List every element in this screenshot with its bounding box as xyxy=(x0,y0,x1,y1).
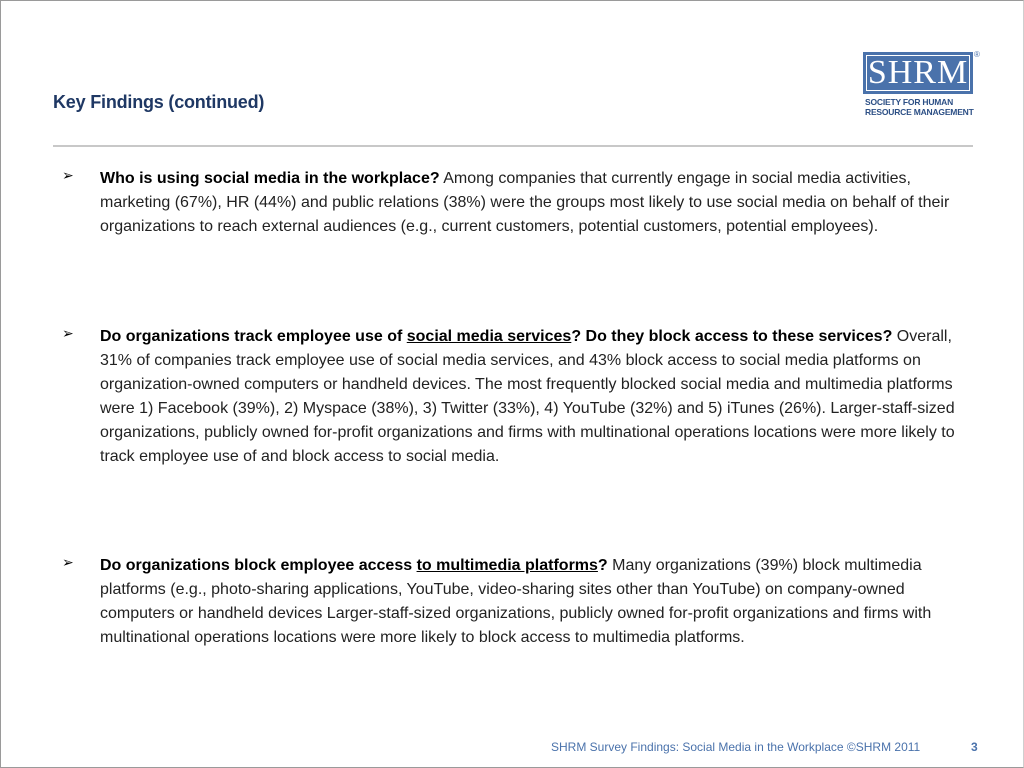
finding-text xyxy=(100,325,965,469)
logo-box xyxy=(863,52,973,94)
page-number: 3 xyxy=(971,740,978,754)
arrow-bullet-icon: ➢ xyxy=(62,168,74,184)
finding-question-suffix: ? xyxy=(597,557,608,574)
logo-subtitle-line2: RESOURCE MANAGEMENT xyxy=(865,107,974,117)
logo-wordmark: SHRM xyxy=(867,54,969,91)
finding-question-link[interactable]: to multimedia platforms xyxy=(416,557,598,574)
finding-question: Who is using social media in the workplace? xyxy=(100,170,440,187)
finding-question-suffix: ? Do they block access to these services? xyxy=(571,328,893,345)
finding-body: Overall, 31% of companies track employee use of social media services, and 43% block access to social media platforms on organization-owned computers or handheld devices. The most frequently blocked social media and multimedia platforms were 1) Facebook (39%), 2) Myspace (38%), 3) Twitter (33%), 4) YouTube (32%) and 5) iTunes (26%). Larger-staff-sized organizations, publicly owned for-profit organizations and firms with multinational operations locations were more likely to track employee use of and block access to social media. xyxy=(100,328,955,465)
slide-title: Key Findings (continued) xyxy=(53,92,265,112)
finding-question-link[interactable]: social media services xyxy=(406,328,572,345)
shrm-logo xyxy=(863,52,979,122)
arrow-bullet-icon: ➢ xyxy=(62,555,74,571)
logo-subtitle-line1: SOCIETY FOR HUMAN xyxy=(865,97,954,107)
finding-text xyxy=(100,554,965,650)
finding-body: Many organizations (39%) block multimedia platforms (e.g., photo-sharing applications, YouTube, video-sharing sites other than YouTube) on company-owned computers or handheld devices Larger-staff-sized organizations, publicly owned for-profit organizations and firms with multinational operations locations were more likely to block access to multimedia platforms. xyxy=(100,557,932,646)
title-divider xyxy=(53,145,973,147)
finding-question: Do organizations track employee use of xyxy=(100,328,407,345)
arrow-bullet-icon: ➢ xyxy=(62,326,74,342)
logo-registered-mark: ® xyxy=(974,50,980,59)
finding-question: Do organizations block employee access xyxy=(100,557,417,574)
finding-body: Among companies that currently engage in social media activities, marketing (67%), HR (44%) and public relations (38%) were the groups most likely to use social media on behalf of their organizations to reach external audiences (e.g., current customers, potential customers, potential employees). xyxy=(100,170,950,235)
footer-text: SHRM Survey Findings: Social Media in the Workplace ©SHRM 2011 xyxy=(551,740,921,754)
logo-subtitle xyxy=(865,97,981,117)
finding-text xyxy=(100,167,965,239)
